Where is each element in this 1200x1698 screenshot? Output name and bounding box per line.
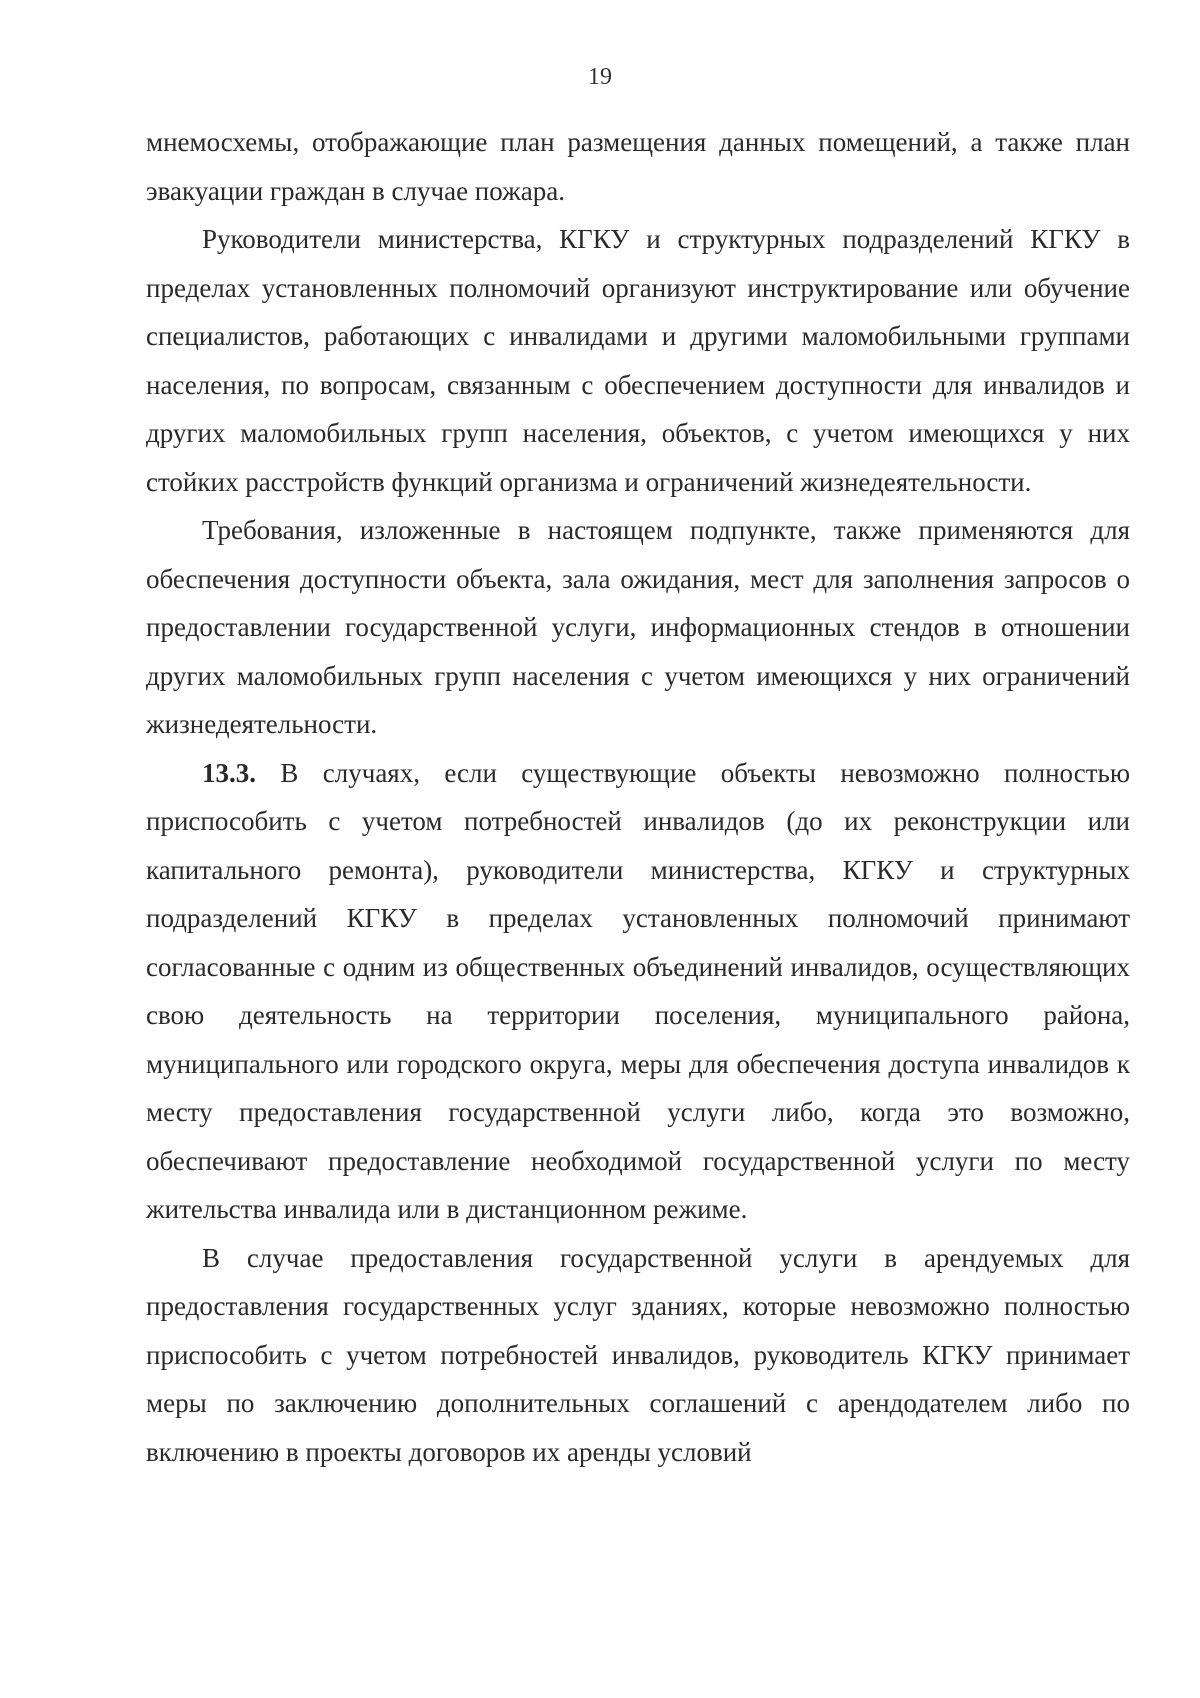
section-13-3-text: В случаях, если существующие объекты невозможно полностью приспособить с учетом потребностей инвалидов (до их реконструкции или капитального ремонта), руководители министерства, КГКУ и структурных подразделений КГКУ в пределах установленных полномочий принимают согласованные с одним из общественных объединений инвалидов, осуществляющих свою деятельность на территории поселения, муниципального района, муниципального или городского округа, меры для обеспечения доступа инвалидов к месту предоставления государственной услуги либо, когда это возможно, обеспечивают предоставление необходимой государственной услуги по месту жительства инвалида или в дистанционном режиме. bbox=[146, 757, 1130, 1224]
paragraph-section-13-3 bbox=[146, 749, 1130, 1234]
paragraph-staff-training: Руководители министерства, КГКУ и структурных подразделений КГКУ в пределах установленных полномочий организуют инструктирование или обучение специалистов, работающих с инвалидами и другими маломобильными группами населения, по вопросам, связанным с обеспечением доступности для инвалидов и других маломобильных групп населения, объектов, с учетом имеющихся у них стойких расстройств функций организма и ограничений жизнедеятельности. bbox=[146, 224, 1130, 497]
document-body bbox=[146, 118, 1130, 1476]
paragraph-accessibility-requirements: Требования, изложенные в настоящем подпункте, также применяются для обеспечения доступности объекта, зала ожидания, мест для заполнения запросов о предоставлении государственной услуги, информационных стендов в отношении других маломобильных групп населения с учетом имеющихся у них ограничений жизнедеятельности. bbox=[146, 515, 1130, 739]
paragraph-rented-buildings: В случае предоставления государственной услуги в арендуемых для предоставления государственных услуг зданиях, которые невозможно полностью приспособить с учетом потребностей инвалидов, руководитель КГКУ принимает меры по заключению дополнительных соглашений с арендодателем либо по включению в проекты договоров их аренды условий bbox=[146, 1242, 1130, 1467]
page-number: 19 bbox=[588, 64, 612, 90]
paragraph-evacuation-plan: мнемосхемы, отображающие план размещения данных помещений, а также план эвакуации граждан в случае пожара. bbox=[146, 127, 1130, 206]
section-number: 13.3. bbox=[202, 757, 256, 788]
